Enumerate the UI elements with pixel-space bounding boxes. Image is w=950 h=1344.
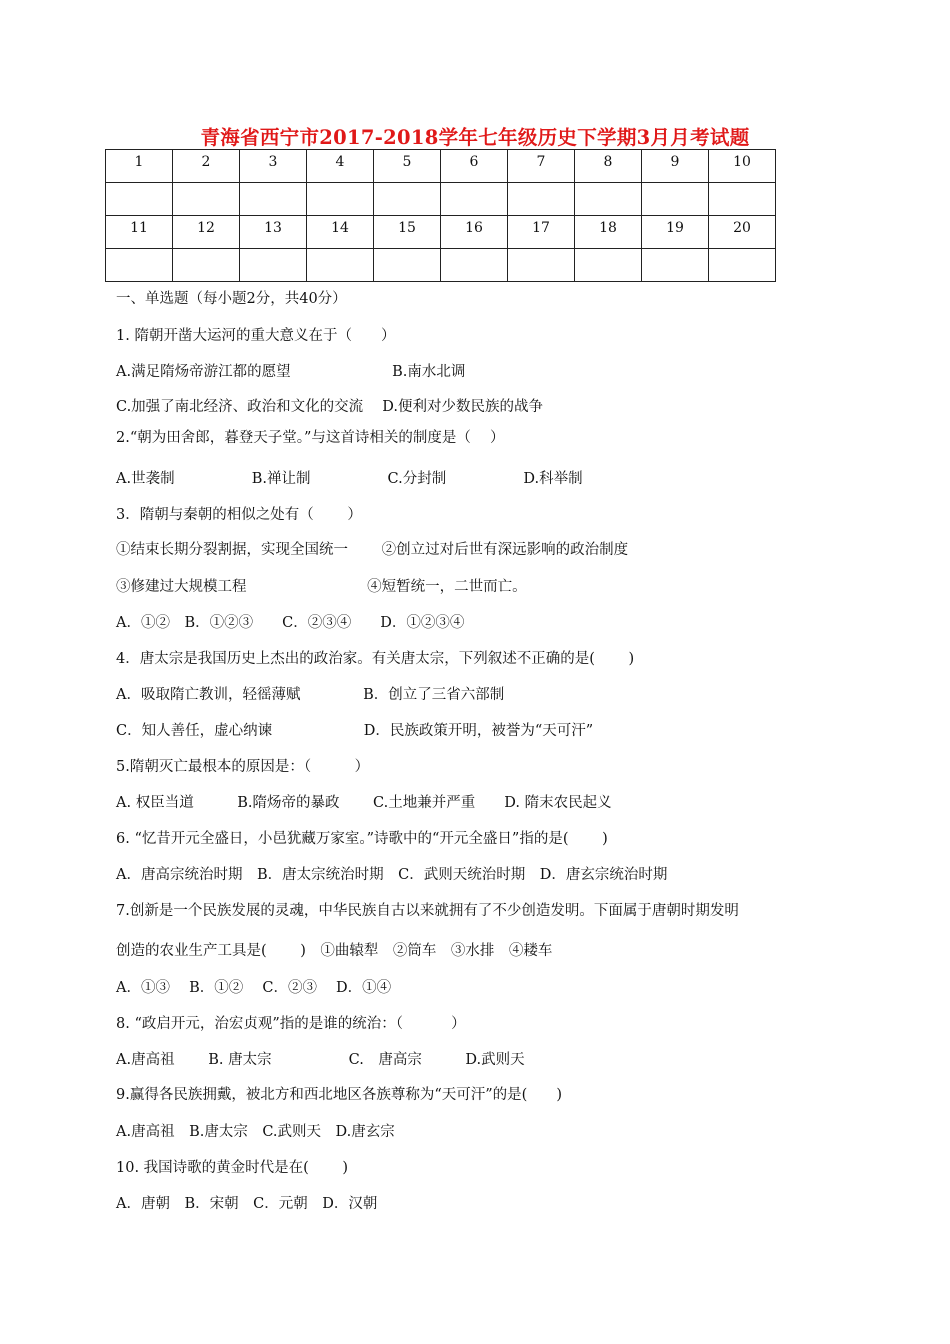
- answer-number-cell: 20: [709, 216, 776, 249]
- answer-table-blank-row: [106, 249, 776, 282]
- answer-number-cell: 17: [508, 216, 575, 249]
- answer-blank-cell[interactable]: [441, 183, 508, 216]
- answer-table: [105, 149, 776, 282]
- answer-number-cell: 13: [240, 216, 307, 249]
- answer-number-cell: 18: [575, 216, 642, 249]
- answer-blank-cell[interactable]: [106, 249, 173, 282]
- answer-number-cell: 3: [240, 150, 307, 183]
- answer-number-cell: 9: [642, 150, 709, 183]
- answer-blank-cell[interactable]: [240, 183, 307, 216]
- question-line: 8. “政启开元，治宏贞观”指的是谁的统治：（ ）: [116, 1016, 466, 1032]
- section-heading: 一、单选题（每小题2分，共40分）: [116, 291, 347, 307]
- answer-blank-cell[interactable]: [575, 183, 642, 216]
- answer-table-number-row: [106, 150, 776, 183]
- option-line: A．唐高宗统治时期 B．唐太宗统治时期 C．武则天统治时期 D．唐玄宗统治时期: [116, 867, 668, 883]
- question-line: 5.隋朝灭亡最根本的原因是：（ ）: [116, 759, 370, 775]
- option-line: A.唐高祖 B. 唐太宗 C. 唐高宗 D.武则天: [116, 1052, 525, 1068]
- answer-blank-cell[interactable]: [709, 183, 776, 216]
- option-line: C.加强了南北经济、政治和文化的交流 D.便利对少数民族的战争: [116, 399, 544, 415]
- option-line: A．吸取隋亡教训，轻徭薄赋 B．创立了三省六部制: [116, 687, 505, 703]
- answer-blank-cell[interactable]: [307, 249, 374, 282]
- answer-number-cell: 11: [106, 216, 173, 249]
- answer-blank-cell[interactable]: [106, 183, 173, 216]
- answer-blank-cell[interactable]: [709, 249, 776, 282]
- answer-number-cell: 6: [441, 150, 508, 183]
- question-line: 2.“朝为田舍郎，暮登天子堂。”与这首诗相关的制度是（ ）: [116, 430, 505, 446]
- question-line: 9.赢得各民族拥戴，被北方和西北地区各族尊称为“天可汗”的是( ): [116, 1087, 562, 1103]
- answer-blank-cell[interactable]: [307, 183, 374, 216]
- answer-blank-cell[interactable]: [642, 183, 709, 216]
- answer-blank-cell[interactable]: [575, 249, 642, 282]
- answer-table-number-row: [106, 216, 776, 249]
- answer-blank-cell[interactable]: [374, 183, 441, 216]
- answer-blank-cell[interactable]: [642, 249, 709, 282]
- answer-blank-cell[interactable]: [508, 183, 575, 216]
- answer-number-cell: 14: [307, 216, 374, 249]
- question-line: 创造的农业生产工具是( ) ①曲辕犁 ②筒车 ③水排 ④耧车: [116, 943, 553, 959]
- answer-number-cell: 15: [374, 216, 441, 249]
- option-line: C．知人善任，虚心纳谏 D．民族政策开明，被誉为“天可汗”: [116, 723, 594, 739]
- answer-number-cell: 10: [709, 150, 776, 183]
- answer-blank-cell[interactable]: [173, 249, 240, 282]
- answer-number-cell: 4: [307, 150, 374, 183]
- option-line: A. 权臣当道 B.隋炀帝的暴政 C.土地兼并严重 D. 隋末农民起义: [116, 795, 612, 811]
- answer-number-cell: 2: [173, 150, 240, 183]
- answer-blank-cell[interactable]: [441, 249, 508, 282]
- answer-blank-cell[interactable]: [240, 249, 307, 282]
- answer-number-cell: 12: [173, 216, 240, 249]
- statement-line: ③修建过大规模工程 ④短暂统一，二世而亡。: [116, 579, 527, 595]
- option-line: A．①② B．①②③ C．②③④ D．①②③④: [116, 615, 465, 631]
- option-line: A.唐高祖 B.唐太宗 C.武则天 D.唐玄宗: [116, 1124, 395, 1140]
- answer-number-cell: 8: [575, 150, 642, 183]
- answer-number-cell: 19: [642, 216, 709, 249]
- answer-number-cell: 16: [441, 216, 508, 249]
- answer-number-cell: 1: [106, 150, 173, 183]
- page-title: 青海省西宁市2017-2018学年七年级历史下学期3月月考试题: [200, 126, 750, 149]
- option-line: A.满足隋炀帝游江都的愿望 B.南水北调: [116, 364, 466, 380]
- question-line: 4．唐太宗是我国历史上杰出的政治家。有关唐太宗，下列叙述不正确的是( ): [116, 651, 635, 667]
- answer-blank-cell[interactable]: [374, 249, 441, 282]
- option-line: A．唐朝 B．宋朝 C．元朝 D．汉朝: [116, 1196, 378, 1212]
- answer-number-cell: 5: [374, 150, 441, 183]
- answer-blank-cell[interactable]: [508, 249, 575, 282]
- question-line: 1. 隋朝开凿大运河的重大意义在于（ ）: [116, 328, 396, 344]
- answer-table-blank-row: [106, 183, 776, 216]
- question-line: 10. 我国诗歌的黄金时代是在( ): [116, 1160, 349, 1176]
- question-line: 6. “忆昔开元全盛日，小邑犹藏万家室。”诗歌中的“开元全盛日”指的是( ): [116, 831, 608, 847]
- question-line: 7.创新是一个民族发展的灵魂，中华民族自古以来就拥有了不少创造发明。下面属于唐朝时期发明: [116, 903, 739, 919]
- option-line: A．①③ B．①② C．②③ D．①④: [116, 980, 392, 996]
- statement-line: ①结束长期分裂割据，实现全国统一 ②创立过对后世有深远影响的政治制度: [116, 542, 629, 558]
- answer-number-cell: 7: [508, 150, 575, 183]
- option-line: A.世袭制 B.禅让制 C.分封制 D.科举制: [116, 471, 583, 487]
- question-line: 3．隋朝与秦朝的相似之处有（ ）: [116, 507, 362, 523]
- answer-blank-cell[interactable]: [173, 183, 240, 216]
